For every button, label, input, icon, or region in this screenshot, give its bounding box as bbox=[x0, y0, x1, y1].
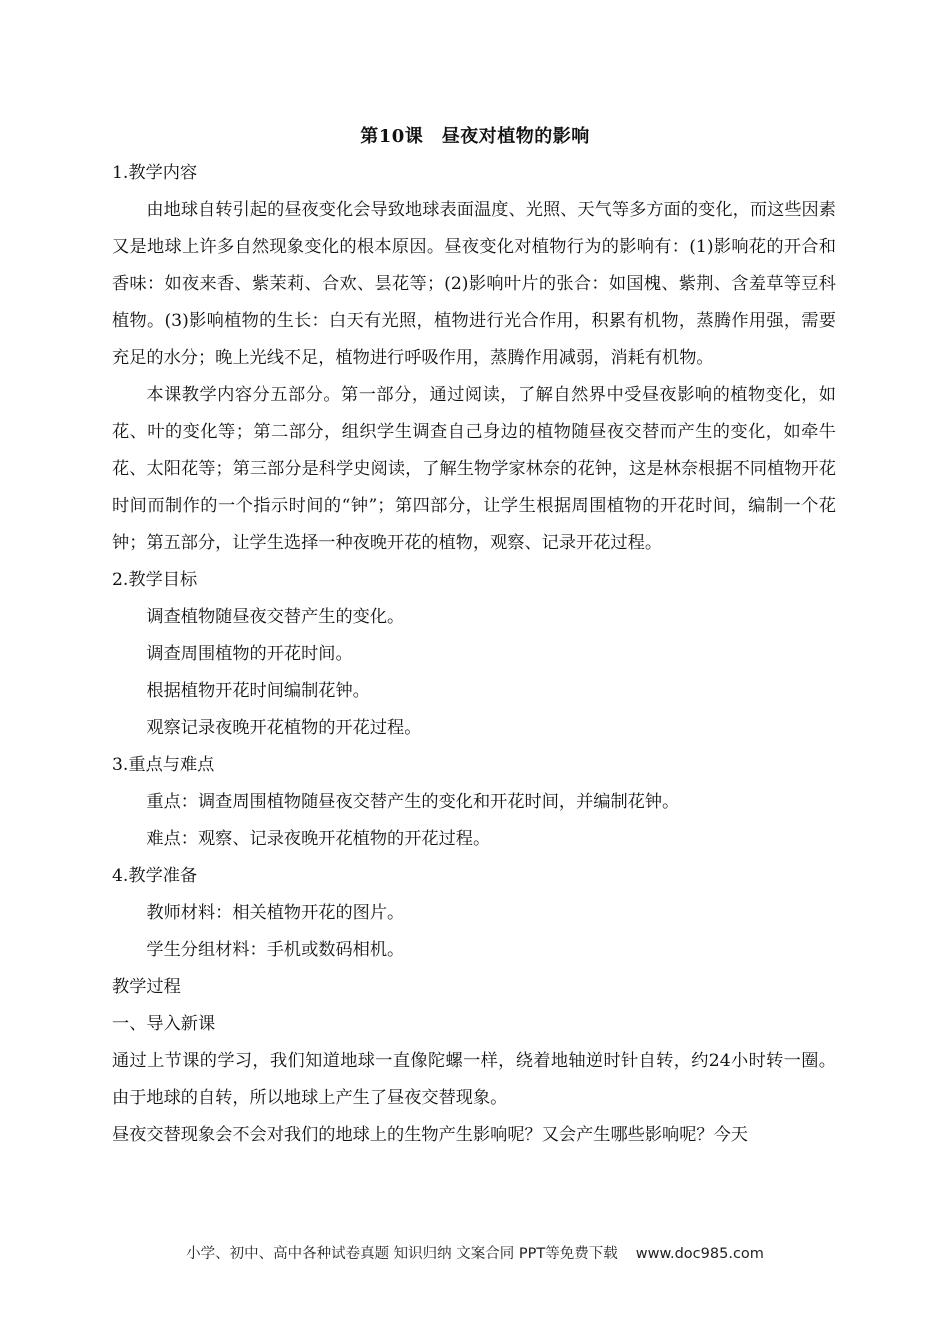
key-point: 重点：调查周围植物随昼夜交替产生的变化和开花时间，并编制花钟。 bbox=[146, 792, 680, 812]
difficult-point: 难点：观察、记录夜晚开花植物的开花过程。 bbox=[146, 829, 491, 849]
section-heading-goals: 2.教学目标 bbox=[112, 570, 198, 590]
section-heading-content: 1.教学内容 bbox=[112, 163, 198, 183]
goal-item: 调查植物随昼夜交替产生的变化。 bbox=[146, 607, 405, 627]
document-body bbox=[112, 155, 836, 1154]
process-heading: 教学过程 bbox=[112, 977, 181, 997]
lesson-title: 第10课 昼夜对植物的影响 bbox=[360, 126, 590, 147]
page-footer bbox=[0, 1242, 950, 1263]
intro-paragraph-1: 通过上节课的学习，我们知道地球一直像陀螺一样，绕着地轴逆时针自转，约24小时转一圈。由于地球的自转，所以地球上产生了昼夜交替现象。 bbox=[112, 1051, 836, 1108]
footer-text: 小学、初中、高中各种试卷真题 知识归纳 文案合同 PPT等免费下载 bbox=[186, 1246, 618, 1262]
section-heading-preparation: 4.教学准备 bbox=[112, 866, 198, 886]
student-materials: 学生分组材料：手机或数码相机。 bbox=[146, 940, 405, 960]
intro-paragraph-2: 昼夜交替现象会不会对我们的地球上的生物产生影响呢？又会产生哪些影响呢？今天 bbox=[112, 1125, 748, 1145]
section-heading-key-points: 3.重点与难点 bbox=[112, 755, 215, 775]
teacher-materials: 教师材料：相关植物开花的图片。 bbox=[146, 903, 405, 923]
paragraph-content-1: 由地球自转引起的昼夜变化会导致地球表面温度、光照、天气等多方面的变化，而这些因素又是地球上许多自然现象变化的根本原因。昼夜变化对植物行为的影响有：(1)影响花的开合和香味：如夜来香、紫茉莉、合欢、昙花等；(2)影响叶片的张合：如国槐、紫荆、含羞草等豆科植物。(3)影响植物的生长：白天有光照，植物进行光合作用，积累有机物，蒸腾作用强，需要充足的水分；晚上光线不足，植物进行呼吸作用，蒸腾作用减弱，消耗有机物。 bbox=[112, 200, 836, 368]
footer-site-link[interactable]: www.doc985.com bbox=[635, 1246, 764, 1262]
part-heading-intro: 一、导入新课 bbox=[112, 1014, 216, 1034]
goal-item: 根据植物开花时间编制花钟。 bbox=[146, 681, 370, 701]
goal-item: 观察记录夜晚开花植物的开花过程。 bbox=[146, 718, 422, 738]
goal-item: 调查周围植物的开花时间。 bbox=[146, 644, 353, 664]
paragraph-content-2: 本课教学内容分五部分。第一部分，通过阅读，了解自然界中受昼夜影响的植物变化，如花、叶的变化等；第二部分，组织学生调查自己身边的植物随昼夜交替而产生的变化，如牵牛花、太阳花等；第三部分是科学史阅读，了解生物学家林奈的花钟，这是林奈根据不同植物开花时间而制作的一个指示时间的“钟”；第四部分，让学生根据周围植物的开花时间，编制一个花钟；第五部分，让学生选择一种夜晚开花的植物，观察、记录开花过程。 bbox=[112, 385, 836, 553]
